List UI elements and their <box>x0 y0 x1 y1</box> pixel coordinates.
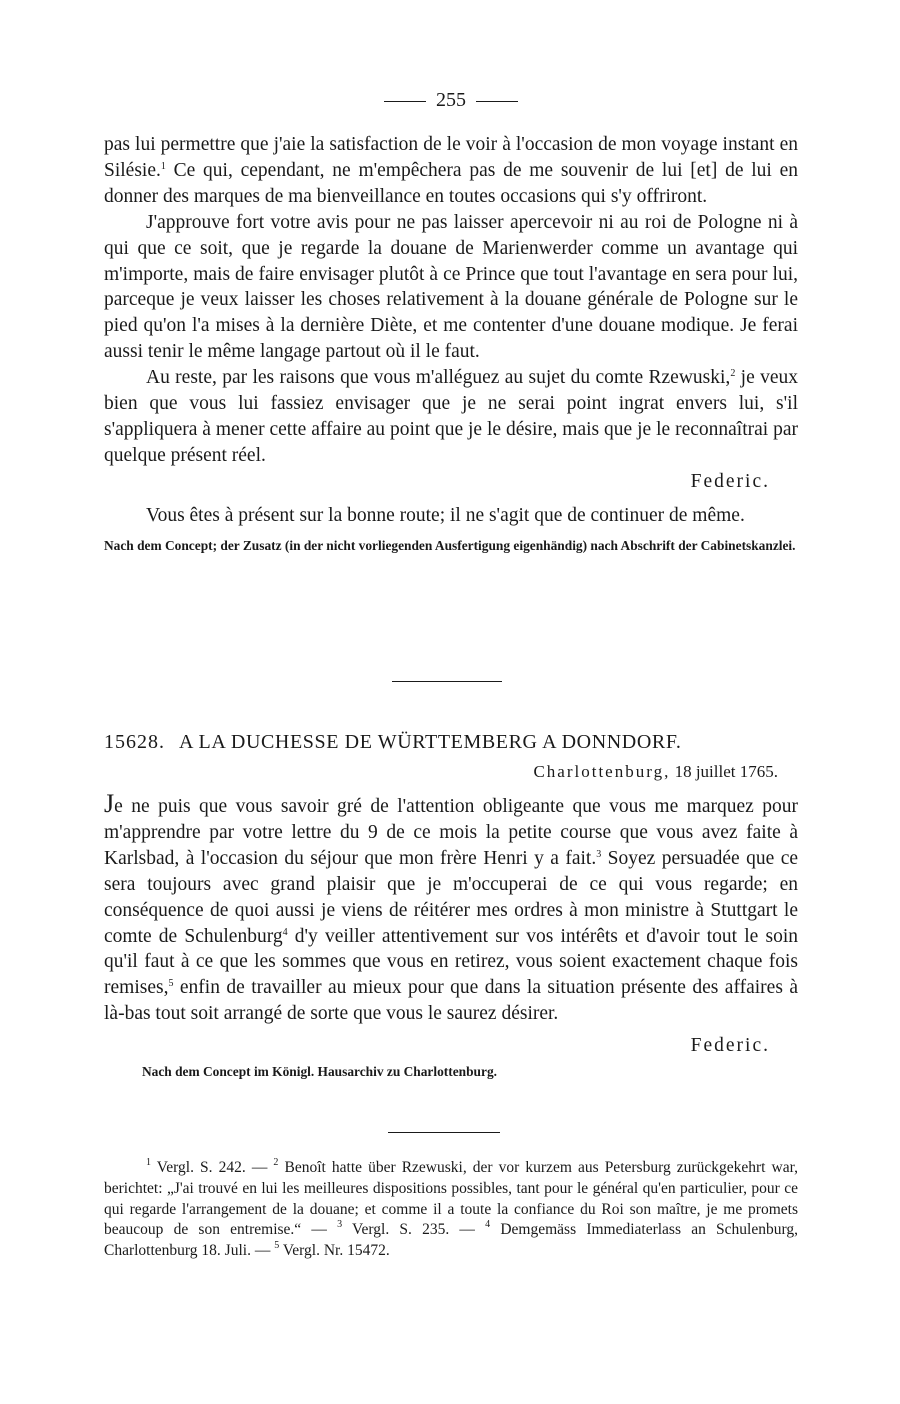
footnote-divider <box>388 1132 500 1133</box>
letter-2-signature: Federic. <box>690 1035 770 1057</box>
footnote-number-2: 2 <box>273 1157 279 1168</box>
letter-1-text: je veux bien que vous lui fassiez envisager que je ne serai point ingrat envers lui, s'il s'appliquera à mener cette affaire au point que je le désire, mais que je le reconnaîtrai par quelque présent réel. <box>104 367 798 466</box>
footnote-ref-3: 3 <box>596 848 602 860</box>
letter-2-dateline <box>104 761 798 783</box>
footnote-number-4: 4 <box>485 1219 491 1231</box>
footnote-text <box>104 1158 798 1262</box>
footnote-ref-5: 5 <box>168 978 174 990</box>
footnote-number-3: 3 <box>337 1219 343 1231</box>
footnote-ref-2: 2 <box>730 368 736 380</box>
letter-1-text: Au reste, par les raisons que vous m'alléguez au sujet du comte Rzewuski, <box>146 367 731 389</box>
letter-2-text: d'y veiller attentivement sur vos intérêts et d'avoir tout le soin qu'il faut à ce que les sommes que vous en retirez, vous soient exactement chaque fois remises, <box>104 925 799 999</box>
letter-1-text: Ce qui, cependant, ne m'empêchera pas de me souvenir de lui [et] de lui en donner des marques de ma bienveillance en toutes occasions qui s'y offriront. <box>104 159 798 207</box>
letter-1-paragraph-3 <box>104 365 798 469</box>
letter-2 <box>104 729 798 1080</box>
section-divider <box>392 681 502 682</box>
footnote-number-1: 1 <box>146 1157 151 1168</box>
footnote-5: Vergl. Nr. 15472. <box>279 1242 390 1260</box>
letter-1-source-note: Nach dem Concept; der Zusatz (in der nicht vorliegenden Ausfertigung eigenhändig) nach Abschrift der Cabinetskanzlei. <box>104 537 796 553</box>
page-number: 255 <box>436 89 466 111</box>
footnote-ref-4: 4 <box>282 926 288 938</box>
letter-2-text: e ne puis que vous savoir gré de l'attention obligeante que vous me marquez pour m'apprendre par votre lettre du 9 de ce mois la petite course que vous avez faite à Karlsbad, à l'occasion du séjour que mon frère Henri y a fait. <box>104 796 798 869</box>
letter-number: 15628. <box>104 731 165 753</box>
letter-2-body <box>104 791 798 1027</box>
letter-1-postscript: Vous êtes à présent sur la bonne route; il ne s'agit que de continuer de même. <box>146 504 745 526</box>
letter-2-heading <box>104 729 798 755</box>
footnotes <box>104 1158 798 1262</box>
dateline-date: 18 juillet 1765. <box>670 762 778 781</box>
letter-title: A LA DUCHESSE DE WÜRTTEMBERG A DONNDORF. <box>179 731 682 753</box>
dateline-place: Charlottenburg, <box>533 762 671 781</box>
running-head <box>104 88 798 112</box>
footnote-2: Benoît hatte über Rzewuski, der vor kurzem aus Petersburg zurückgekehrt war, berichtet: „J'ai trouvé en lui les meilleures dispositions possibles, tant pour le général qu'en particulier, pour ce qui regarde l'arrangement de la douane; et comme il a toute la confiance du Roi son maître, je me promets beaucoup de son entremise.“ — <box>104 1159 798 1239</box>
footnote-3: Vergl. S. 235. — <box>342 1221 486 1239</box>
footnote-number-5: 5 <box>274 1240 280 1252</box>
letter-1 <box>104 132 798 554</box>
page <box>104 0 798 1404</box>
letter-2-source-note: Nach dem Concept im Königl. Hausarchiv zu Charlottenburg. <box>142 1064 497 1080</box>
letter-2-text: enfin de travailler au mieux pour que dans la situation présente des affaires à là-bas tout soit arrangé de sorte que vous le saurez désirer. <box>104 977 798 1025</box>
letter-1-paragraph-1 <box>104 132 798 210</box>
footnote-4: Demgemäss Immediaterlass an Schulenburg, Charlottenburg 18. Juli. — <box>104 1221 798 1260</box>
footnote-ref-1: 1 <box>160 160 166 172</box>
letter-2-text: Soyez persuadée que ce sera toujours avec grand plaisir que je m'occuperai de ce qui vous regarde; en conséquence de quoi aussi je viens de réitérer mes ordres à mon ministre à Stuttgart le comte de Schulenburg <box>104 847 798 947</box>
letter-1-text: pas lui permettre que j'aie la satisfaction de le voir à l'occasion de mon voyage instant en Silésie. <box>104 134 798 181</box>
header-dash-right <box>476 101 518 102</box>
footnote-1: Vergl. S. 242. — <box>151 1159 274 1176</box>
letter-1-paragraph-2: J'approuve fort votre avis pour ne pas laisser apercevoir ni au roi de Pologne ni à qui que ce soit, que je regarde la douane de Marienwerder comme un avantage qui m'importe, mais de faire envisager plutôt à ce Prince que tout l'avantage en sera pour lui, parceque je veux laisser les choses relativement à la douane générale de Pologne sur le pied qu'on l'a mises à la dernière Diète, et me contenter d'une douane modique. Je ferai aussi tenir le même langage partout où il le faut. <box>104 211 798 363</box>
initial-letter: J <box>104 789 115 818</box>
letter-1-signature: Federic. <box>690 470 770 492</box>
header-dash-left <box>384 101 426 102</box>
